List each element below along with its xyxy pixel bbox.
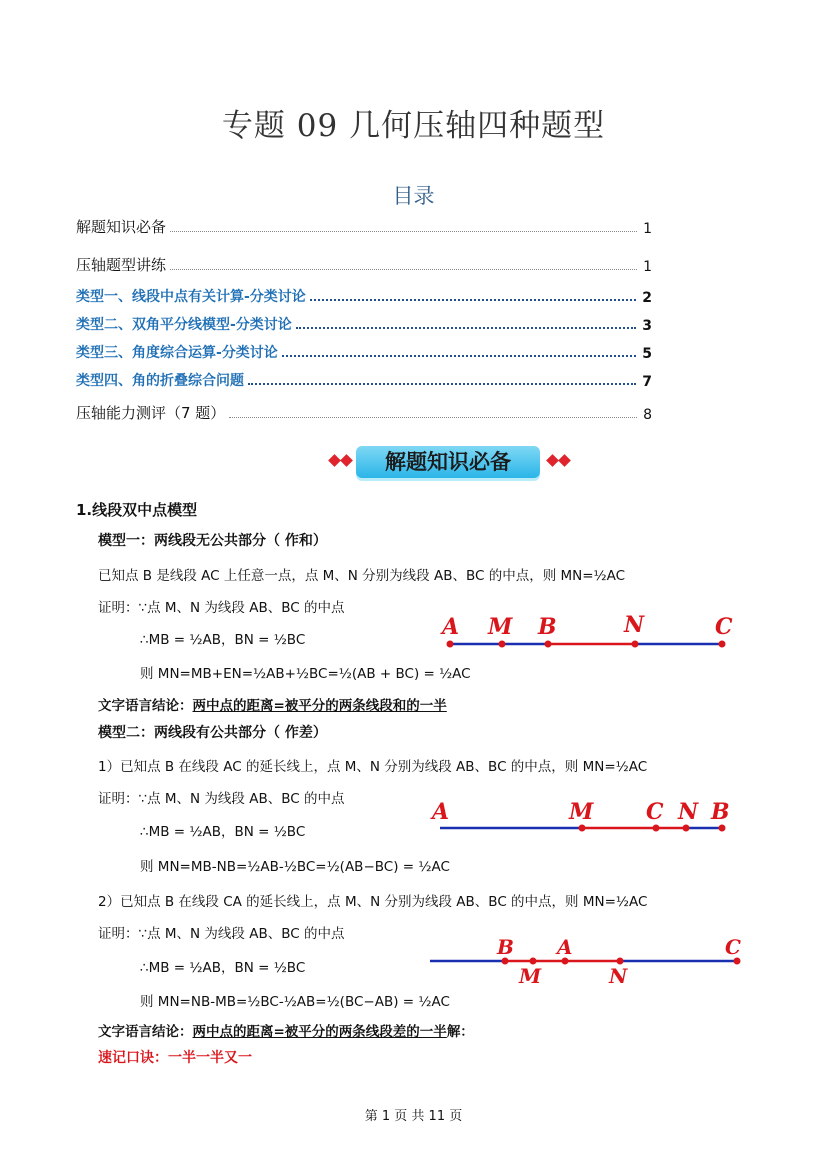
case2-proof-intro: 证明：∵点 M、N 为线段 AB、BC 的中点 (98, 926, 345, 942)
model1-heading: 模型一：两线段无公共部分（ 作和） (98, 533, 327, 549)
toc-heading: 目录 (392, 184, 435, 208)
mnemonic: 速记口诀：一半一半又一 (98, 1050, 252, 1066)
case1-statement: 1）已知点 B 在线段 AC 的延长线上，点 M、N 分别为线段 AB、BC 的中点，则 MN=½AC (98, 759, 648, 775)
point-c (719, 641, 726, 648)
label-n: N (624, 612, 645, 638)
case2-proof-step2: 则 MN=NB-MB=½BC-½AB=½(BC−AB) = ½AC (140, 994, 450, 1010)
toc-item-type4[interactable] (76, 370, 652, 390)
label-b: B (711, 799, 730, 825)
point-a (447, 641, 454, 648)
toc-item-label: 类型三、角度综合运算-分类讨论 (76, 345, 278, 361)
case1-proof-step1: ∴MB = ½AB，BN = ½BC (140, 824, 306, 840)
toc-leader (310, 299, 636, 301)
diamond-icon (340, 454, 353, 467)
label-m: M (488, 614, 513, 640)
case2-diagram (425, 935, 750, 991)
toc-item-label: 解题知识必备 (76, 218, 167, 236)
case1-proof-intro: 证明：∵点 M、N 为线段 AB、BC 的中点 (98, 791, 345, 807)
model1-proof-intro: 证明：∵点 M、N 为线段 AB、BC 的中点 (98, 600, 345, 616)
toc-item-label: 类型一、线段中点有关计算-分类讨论 (76, 289, 306, 305)
toc-leader (229, 417, 637, 418)
point-n (683, 825, 690, 832)
conclusion2-prefix: 文字语言结论： (98, 1024, 193, 1040)
label-a: A (442, 614, 460, 640)
toc-item-type3[interactable] (76, 342, 652, 362)
model1-proof-step1: ∴MB = ½AB，BN = ½BC (140, 632, 306, 648)
case2-proof-step1: ∴MB = ½AB，BN = ½BC (140, 960, 306, 976)
label-b: B (538, 614, 557, 640)
label-m: M (569, 799, 594, 825)
label-a: A (432, 799, 450, 825)
point-m (579, 825, 586, 832)
toc-page-number: 5 (642, 346, 652, 362)
toc-item-knowledge[interactable] (76, 216, 652, 237)
case1-proof-step2: 则 MN=MB-NB=½AB-½BC=½(AB−BC) = ½AC (140, 859, 450, 875)
label-n: N (678, 799, 699, 825)
case1-diagram (420, 795, 740, 843)
page-footer: 第 1 页 共 11 页 (364, 1109, 463, 1124)
toc-item-label: 类型二、双角平分线模型-分类讨论 (76, 317, 292, 333)
toc-page-number: 3 (642, 318, 652, 334)
document-title: 专题 09 几何压轴四种题型 (221, 108, 606, 144)
toc-leader (296, 327, 636, 329)
point-b (545, 641, 552, 648)
label-m: M (519, 964, 542, 988)
label-a: A (557, 935, 573, 959)
toc-leader (248, 383, 636, 385)
model1-proof-step2: 则 MN=MB+EN=½AB+½BC=½(AB + BC) = ½AC (140, 666, 471, 682)
toc-item-type2[interactable] (76, 314, 652, 334)
model2-heading: 模型二：两线段有公共部分（ 作差） (98, 725, 327, 741)
case2-statement: 2）已知点 B 在线段 CA 的延长线上，点 M、N 分别为线段 AB、BC 的中点，则 MN=½AC (98, 894, 648, 910)
point-b (719, 825, 726, 832)
diamond-icon (558, 454, 571, 467)
diamond-icon (328, 454, 341, 467)
model1-diagram (430, 610, 750, 660)
conclusion2-text: 两中点的距离=被平分的两条线段差的一半 (192, 1024, 447, 1040)
toc-leader (170, 231, 637, 232)
label-n: N (609, 964, 628, 988)
label-c: C (725, 935, 741, 959)
toc-page-number: 7 (642, 374, 652, 390)
conclusion2-suffix: 解： (446, 1024, 474, 1040)
toc-page-number: 1 (643, 221, 652, 237)
point-c (653, 825, 660, 832)
conclusion1-prefix: 文字语言结论： (98, 698, 193, 714)
toc-item-label: 压轴能力测评（7 题） (76, 404, 226, 422)
toc-page-number: 1 (643, 259, 652, 275)
model1-statement: 已知点 B 是线段 AC 上任意一点，点 M、N 分别为线段 AB、BC 的中点，则 MN=½AC (98, 568, 626, 584)
conclusion1-text: 两中点的距离=被平分的两条线段和的一半 (192, 698, 447, 714)
toc-item-label: 类型四、角的折叠综合问题 (76, 373, 244, 389)
toc-item-label: 压轴题型讲练 (76, 256, 167, 274)
toc-item-type1[interactable] (76, 286, 652, 306)
toc-page-number: 8 (643, 407, 652, 423)
section-heading: 1.线段双中点模型 (76, 501, 198, 519)
toc-leader (282, 355, 636, 357)
conclusion1 (98, 694, 447, 714)
conclusion2 (98, 1020, 474, 1040)
toc-leader (170, 269, 637, 270)
section-banner: 解题知识必备 (356, 446, 540, 478)
label-b: B (497, 935, 514, 959)
point-m (499, 641, 506, 648)
diamond-icon (546, 454, 559, 467)
toc-item-practice[interactable] (76, 254, 652, 275)
label-c: C (646, 799, 664, 825)
toc-item-assessment[interactable] (76, 402, 652, 423)
toc-page-number: 2 (642, 290, 652, 306)
label-c: C (715, 614, 733, 640)
point-n (632, 641, 639, 648)
